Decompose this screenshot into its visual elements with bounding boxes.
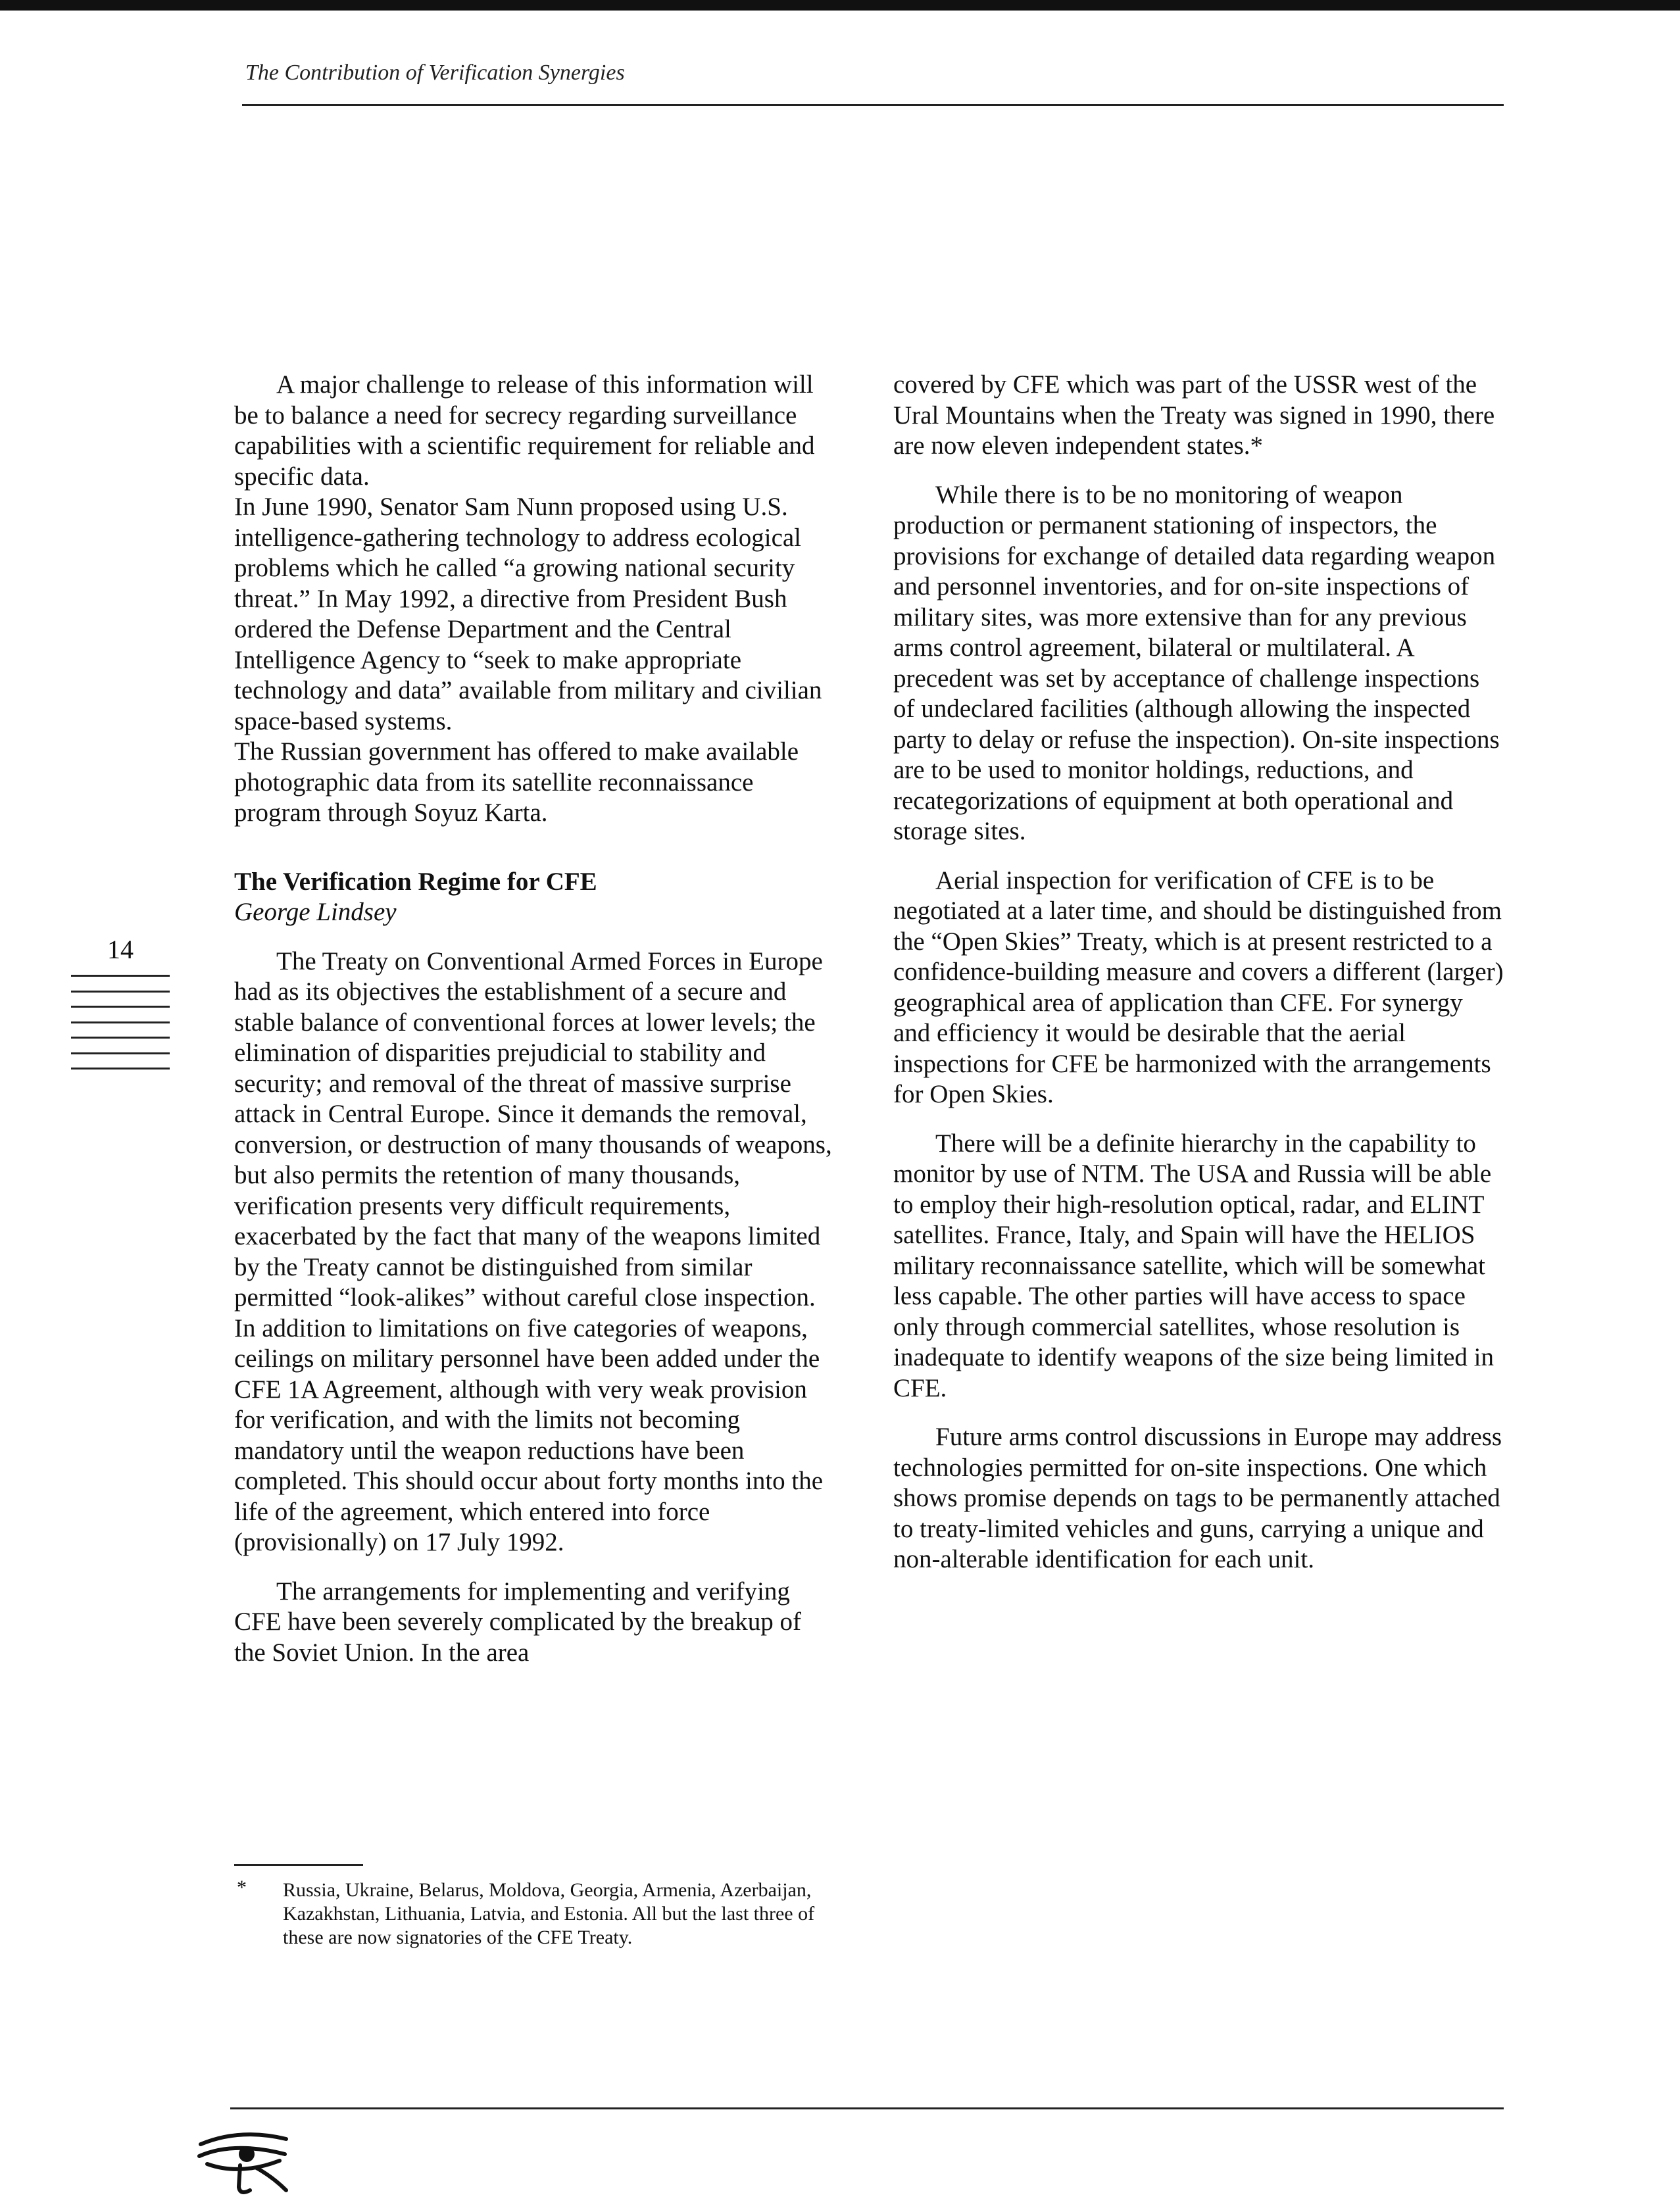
footnote-rule [234,1864,363,1866]
running-head: The Contribution of Verification Synergies [245,61,625,85]
paragraph: There will be a definite hierarchy in the capability to monitor by use of NTM. The USA and Russia will be able to employ their high-resolution optical, radar, and ELINT satellites. France, Italy, and Spain will have the HELIOS military reconnaissance satellite, which will be somewhat less capable. The other parties will have access to space only through commercial satellites, whose resolution is inadequate to identify weapons of the size being limited in CFE. [893,1129,1494,1402]
section-author: George Lindsey [234,898,397,926]
paragraph: The Treaty on Conventional Armed Forces in Europe had as its objectives the establishment of a secure and stable balance of conventional forces at lower levels; the elimination of disparities prejudicial to stability and security; and removal of the threat of massive surprise attack in Central Europe. Since it demands the removal, conversion, or destruction of many thousands of weapons, but also permits the retention of many thousands, verification presents very difficult requirements, exacerbated by the fact that many of the weapons limited by the Treaty cannot be distinguished from similar permitted “look-alikes” without careful close inspection. In addition to limitations on five categories of weapons, ceilings on military personnel have been added under the CFE 1A Agreement, although with very weak provision for verification, and with the limits not becoming mandatory until the weapon reductions have been completed. This should occur about forty months into the life of the agreement, which entered into force (provisionally) on 17 July 1992. [234,946,832,1556]
top-border [0,0,1680,11]
right-column [893,370,1505,1575]
footnote-text: Russia, Ukraine, Belarus, Moldova, Georgia, Armenia, Azerbaijan, Kazakhstan, Lithuania, Latvia, and Estonia. All but the last three of these are now signatories of the CFE Treaty. [283,1879,815,1948]
paragraph: The arrangements for implementing and verifying CFE have been severely complicated by the breakup of the Soviet Union. In the area [234,1577,802,1667]
paragraph: Future arms control discussions in Europe may address technologies permitted for on-site inspections. One which shows promise depends on tags to be permanently attached to treaty-limited vehicles and guns, carrying a unique and non-alterable identification for each unit. [893,1423,1502,1573]
section-title: The Verification Regime for CFE [234,867,597,896]
paragraph: The Russian government has offered to make available photographic data from its satellite reconnaissance program through Soyuz Karta. [234,737,799,827]
paragraph: Aerial inspection for verification of CFE is to be negotiated at a later time, and should be distinguished from the “Open Skies” Treaty, which is at present restricted to a confidence-building measure and covers a different (larger) geographical area of application than CFE. For synergy and efficiency it would be desirable that the aerial inspections for CFE be harmonized with the arrangements for Open Skies. [893,866,1504,1108]
paragraph: covered by CFE which was part of the USSR west of the Ural Mountains when the Treaty was signed in 1990, there are now eleven independent states.* [893,370,1495,460]
footer-rule [230,2107,1504,2109]
margin-decoration [71,975,170,1083]
paragraph: In June 1990, Senator Sam Nunn proposed using U.S. intelligence-gathering technology to address ecological problems which he called “a growing national security threat.” In May 1992, a directive from President Bush ordered the Defense Department and the Central Intelligence Agency to “seek to make appropriate technology and data” available from military and civilian space-based systems. [234,493,822,735]
footnote-marker: * [237,1877,247,1898]
left-column [234,370,833,1668]
eye-of-horus-icon [194,2125,293,2200]
paragraph: A major challenge to release of this information will be to balance a need for secrecy regarding surveillance capabilities with a scientific requirement for reliable and specific data. [234,370,815,491]
page-number: 14 [107,935,134,964]
paragraph: While there is to be no monitoring of weapon production or permanent stationing of inspectors, the provisions for exchange of detailed data regarding weapon and personnel inventories, and for on-site inspections of military sites, was more extensive than for any previous arms control agreement, bilateral or multilateral. A precedent was set by acceptance of challenge inspections of undeclared facilities (although allowing the inspected party to delay or refuse the inspection). On-site inspections are to be used to monitor holdings, reductions, and recategorizations of equipment at both operational and storage sites. [893,480,1500,845]
header-rule [242,104,1504,106]
